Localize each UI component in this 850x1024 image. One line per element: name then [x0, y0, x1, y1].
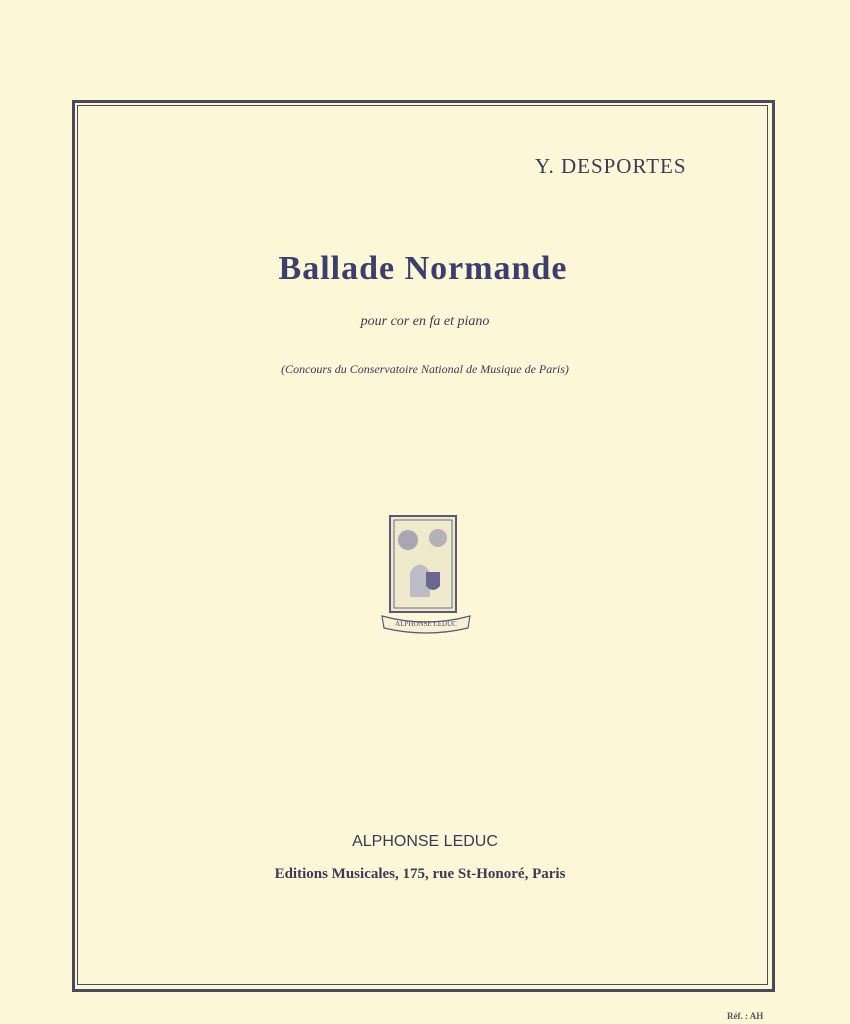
publisher-name: ALPHONSE LEDUC	[352, 833, 498, 850]
occasion-note: (Concours du Conservatoire National de Musique de Paris)	[281, 362, 569, 376]
reference-code: Réf. : AH	[727, 1011, 764, 1021]
publisher-logo	[380, 512, 472, 634]
composer-name: Y. DESPORTES	[535, 154, 687, 178]
publisher-address: Editions Musicales, 175, rue St-Honoré, Paris	[274, 866, 566, 882]
page-title: Ballade Normande	[278, 250, 568, 287]
logo-text: ALPHONSE LEDUC	[395, 620, 457, 628]
subtitle: pour cor en fa et piano	[360, 314, 490, 329]
